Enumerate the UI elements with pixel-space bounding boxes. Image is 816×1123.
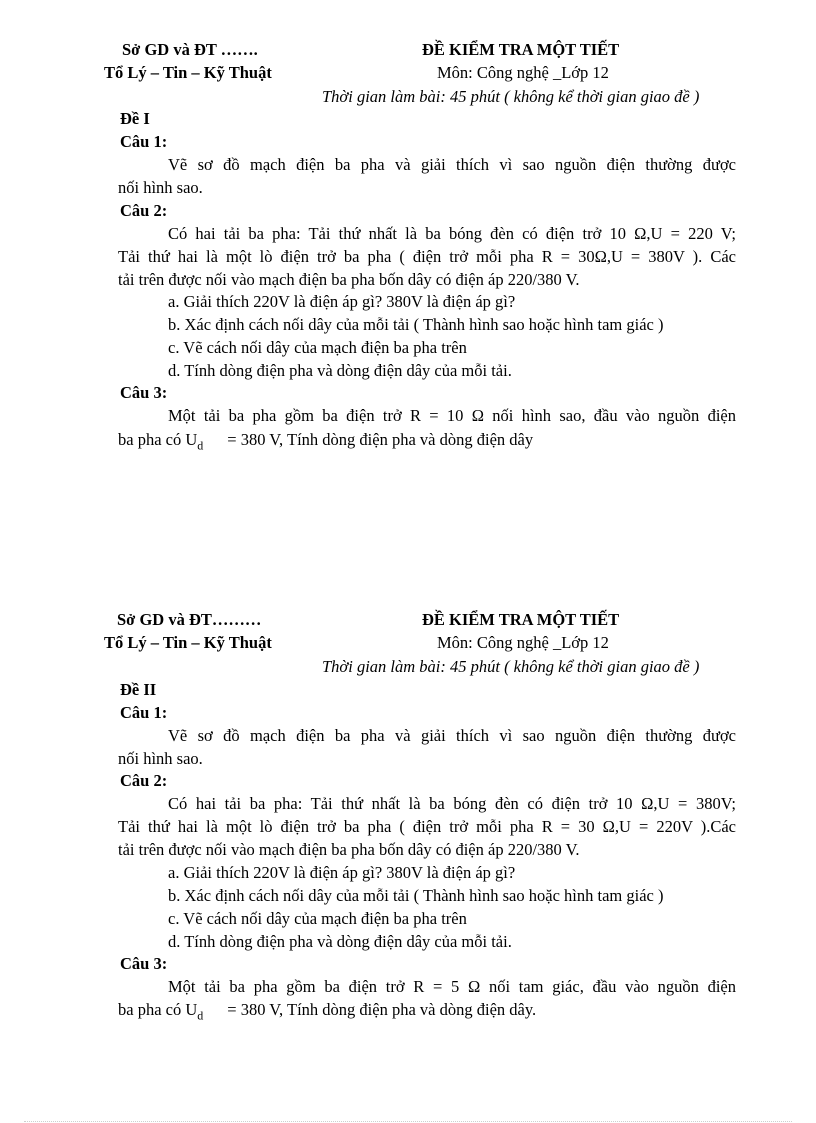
question-1-line-2: nối hình sao. [118, 749, 203, 768]
question-3-line-2 [118, 1002, 536, 1021]
question-3-line-2 [118, 432, 533, 451]
question-2-item-a: a. Giải thích 220V là điện áp gì? 380V là điện áp gì? [168, 863, 516, 882]
question-2-label: Câu 2: [120, 771, 168, 790]
question-2-line-1: Có hai tải ba pha: Tải thứ nhất là ba bóng đèn có điện trở 10 Ω,U = 380V; [168, 794, 736, 813]
question-2-line-3: tải trên được nối vào mạch điện ba pha bốn dây có điện áp 220/380 V. [118, 840, 580, 859]
department-name: Tổ Lý – Tin – Kỹ Thuật [104, 63, 272, 82]
question-2-item-b: b. Xác định cách nối dây của mỗi tải ( Thành hình sao hoặc hình tam giác ) [168, 886, 664, 905]
exam-title: ĐỀ KIỂM TRA MỘT TIẾT [422, 40, 620, 59]
question-2-line-1: Có hai tải ba pha: Tải thứ nhất là ba bóng đèn có điện trở 10 Ω,U = 220 V; [168, 224, 736, 243]
voltage-subscript: d [197, 1008, 204, 1023]
question-2-line-3: tải trên được nối vào mạch điện ba pha bốn dây có điện áp 220/380 V. [118, 270, 580, 289]
exam-time: Thời gian làm bài: 45 phút ( không kể thời gian giao đề ) [322, 87, 700, 106]
exam-subject: Môn: Công nghệ _Lớp 12 [437, 633, 609, 652]
school-name: Sở GD và ĐT ……. [122, 40, 258, 59]
exam-time: Thời gian làm bài: 45 phút ( không kể thời gian giao đề ) [322, 657, 700, 676]
question-1-label: Câu 1: [120, 703, 168, 722]
question-3-line-2-start: ba pha có U [118, 1000, 198, 1019]
voltage-subscript: d [197, 438, 204, 453]
question-3-line-1: Một tải ba pha gồm ba điện trở R = 5 Ω nối tam giác, đầu vào nguồn điện [168, 977, 736, 996]
exam-code: Đề II [120, 680, 157, 699]
question-3-line-1: Một tải ba pha gồm ba điện trở R = 10 Ω nối hình sao, đầu vào nguồn điện [168, 406, 736, 425]
question-3-label: Câu 3: [120, 383, 168, 402]
question-2-item-c: c. Vẽ cách nối dây của mạch điện ba pha trên [168, 338, 467, 357]
question-3-line-2-start: ba pha có U [118, 430, 198, 449]
question-2-label: Câu 2: [120, 201, 168, 220]
question-3-line-2-end: = 380 V, Tính dòng điện pha và dòng điện dây [227, 430, 534, 449]
question-2-item-d: d. Tính dòng điện pha và dòng điện dây của mỗi tải. [168, 361, 512, 380]
page-bottom-rule [24, 1121, 792, 1122]
question-1-line-2: nối hình sao. [118, 178, 203, 197]
department-name: Tổ Lý – Tin – Kỹ Thuật [104, 633, 272, 652]
school-name: Sở GD và ĐT……… [117, 610, 262, 629]
question-3-label: Câu 3: [120, 954, 168, 973]
question-2-line-2: Tải thứ hai là một lò điện trở ba pha ( điện trở mỗi pha R = 30 Ω,U = 220V ).Các [118, 817, 736, 836]
exam-code: Đề I [120, 109, 150, 128]
exam-subject: Môn: Công nghệ _Lớp 12 [437, 63, 609, 82]
question-1-label: Câu 1: [120, 132, 168, 151]
question-1-line-1: Vẽ sơ đồ mạch điện ba pha và giải thích vì sao nguồn điện thường được [168, 155, 736, 174]
question-1-line-1: Vẽ sơ đồ mạch điện ba pha và giải thích vì sao nguồn điện thường được [168, 726, 736, 745]
question-3-line-2-end: = 380 V, Tính dòng điện pha và dòng điện dây. [227, 1000, 537, 1019]
question-2-item-a: a. Giải thích 220V là điện áp gì? 380V là điện áp gì? [168, 292, 516, 311]
exam-title: ĐỀ KIỂM TRA MỘT TIẾT [422, 610, 620, 629]
question-2-line-2: Tải thứ hai là một lò điện trở ba pha ( điện trở mỗi pha R = 30Ω,U = 380V ). Các [118, 247, 736, 266]
question-2-item-b: b. Xác định cách nối dây của mỗi tải ( Thành hình sao hoặc hình tam giác ) [168, 315, 664, 334]
question-2-item-d: d. Tính dòng điện pha và dòng điện dây của mỗi tải. [168, 932, 512, 951]
question-2-item-c: c. Vẽ cách nối dây của mạch điện ba pha trên [168, 909, 467, 928]
